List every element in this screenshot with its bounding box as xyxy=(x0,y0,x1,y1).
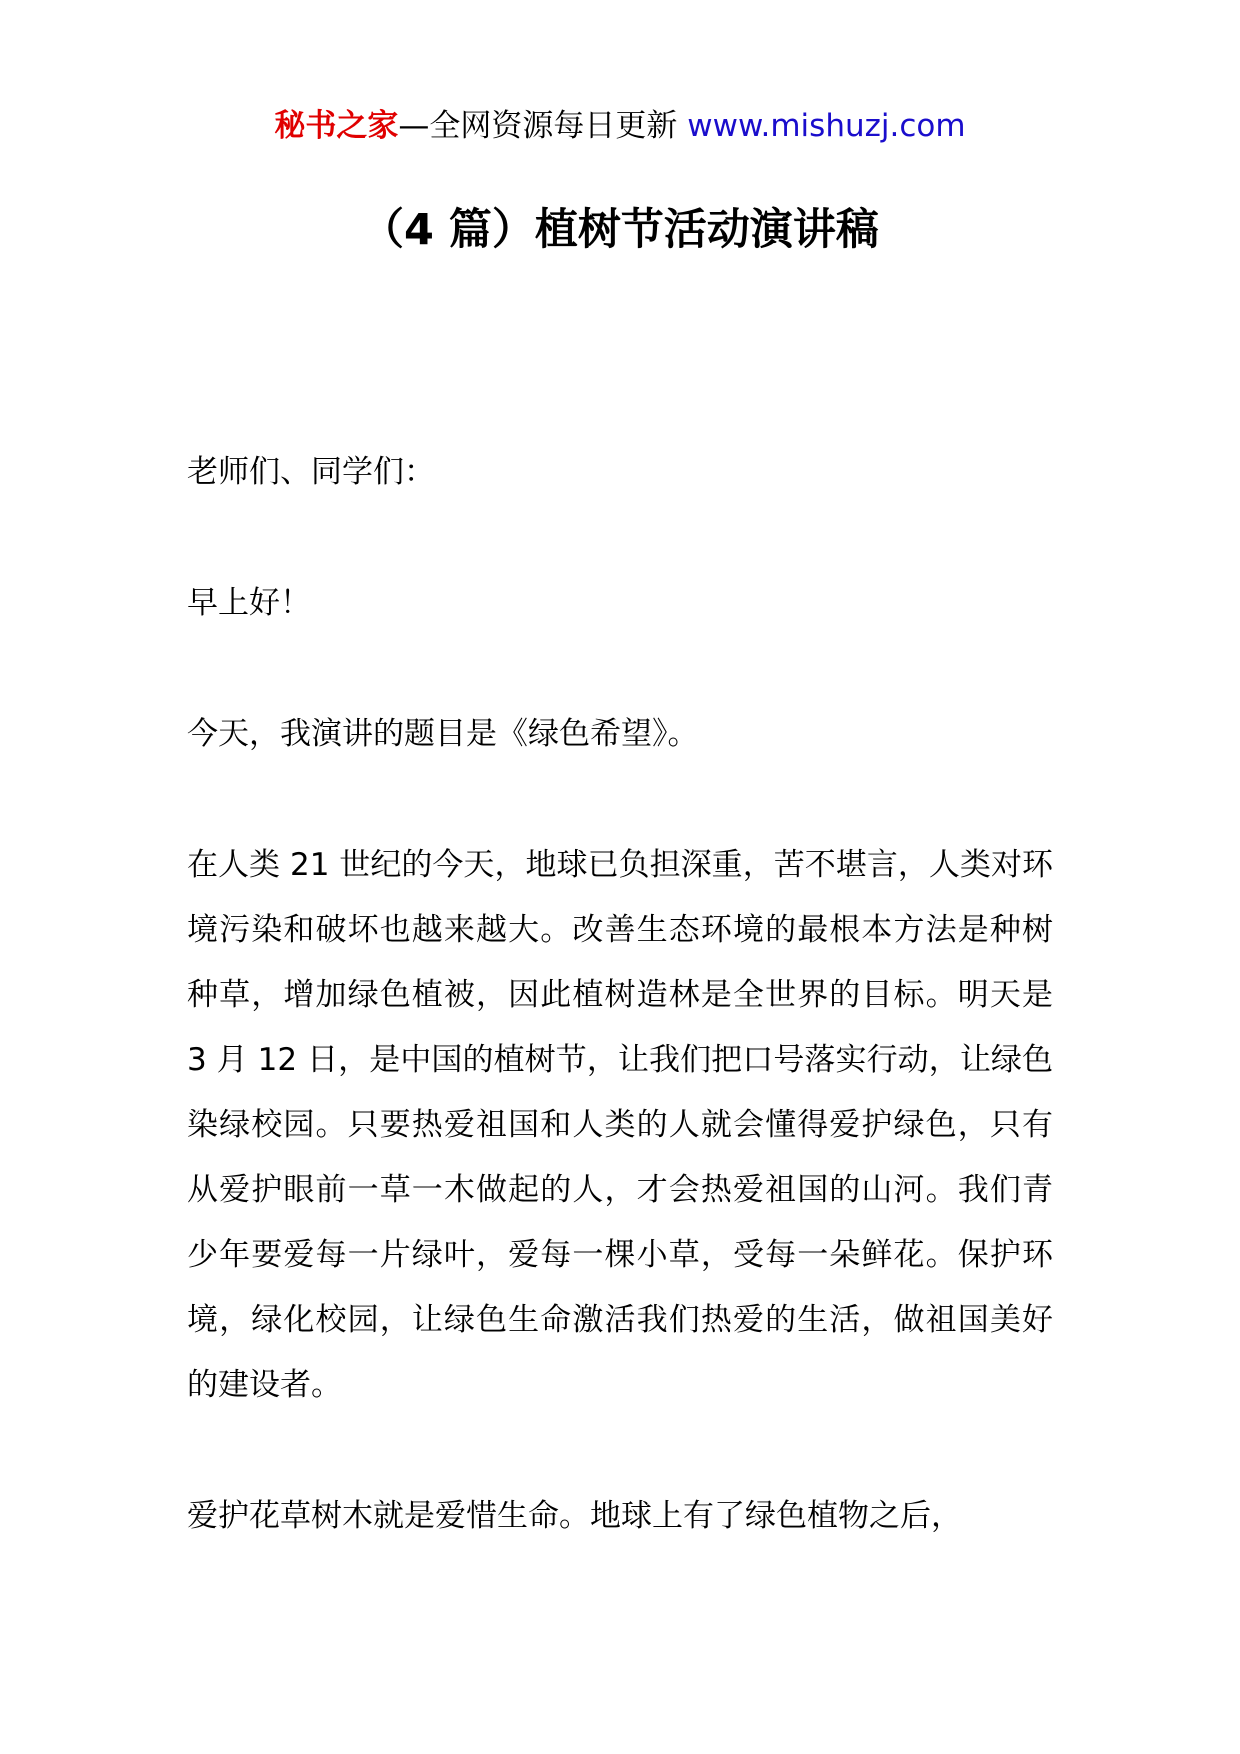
paragraph-salutation: 老师们、同学们： xyxy=(187,454,435,490)
paragraph-greeting: 早上好！ xyxy=(187,585,311,621)
paragraph-continuation: 爱护花草树木就是爱惜生命。地球上有了绿色植物之后， xyxy=(187,1498,962,1534)
header-tagline: —全网资源每日更新 xyxy=(398,108,688,144)
paragraph-main: 在人类 21 世纪的今天，地球已负担深重，苦不堪言，人类对环境污染和破坏也越来越大。改善生态环境的最根本方法是种树种草，增加绿色植被，因此植树造林是全世界的目标。明天是 3 月 12 日，是中国的植树节，让我们把口号落实行动，让绿色染绿校园。只要热爱祖国和人类的人就会懂得爱护绿色，只有从爱护眼前一草一木做起的人，才会热爱祖国的山河。我们青少年要爱每一片绿叶，爱每一棵小草，受每一朵鲜花。保护环境，绿化校园，让绿色生命激活我们热爱的生活，做祖国美好的建设者。 xyxy=(187,847,1053,1403)
paragraph-topic: 今天，我演讲的题目是《绿色希望》。 xyxy=(187,716,699,752)
document-body xyxy=(187,440,1053,1615)
site-url-link[interactable]: www.mishuzj.com xyxy=(687,108,966,144)
site-header xyxy=(0,104,1240,148)
document-title: （4 篇）植树节活动演讲稿 xyxy=(361,205,879,255)
brand-name: 秘书之家 xyxy=(274,108,399,144)
